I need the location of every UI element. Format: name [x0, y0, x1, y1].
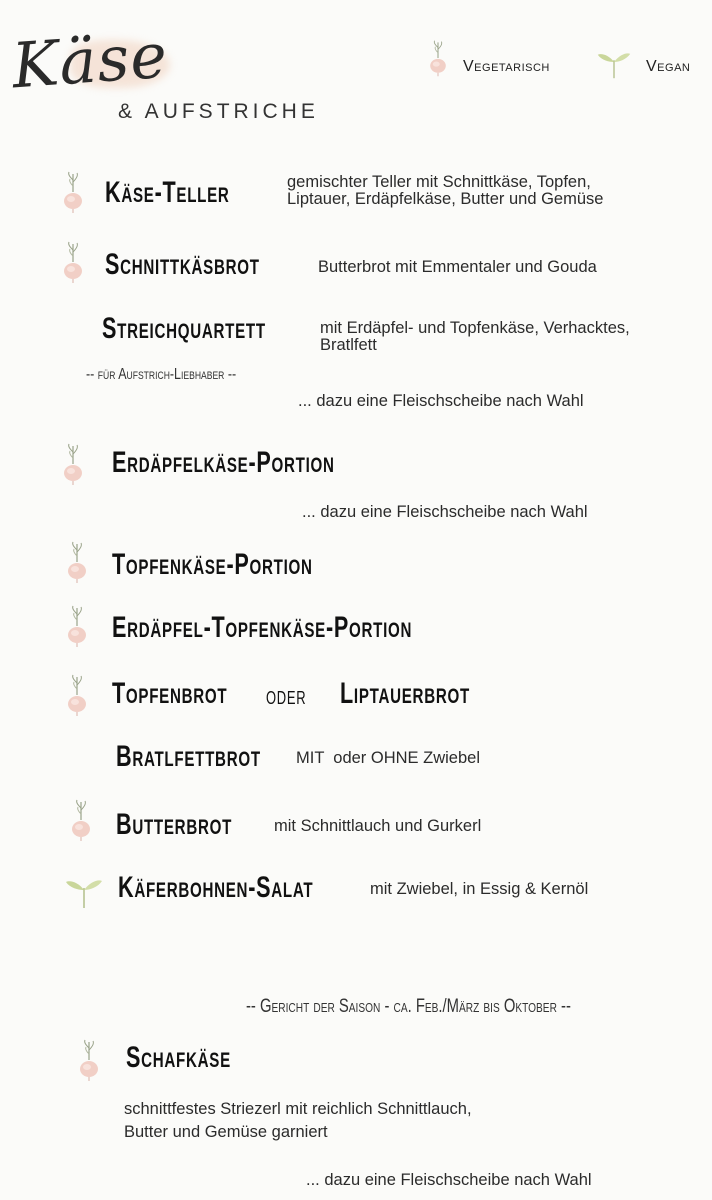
radish-icon: [62, 604, 92, 648]
legend-vegetarian: [425, 38, 451, 83]
dish-description: MIT oder OHNE Zwiebel: [296, 749, 480, 767]
season-dish-description: schnittfestes Striezerl mit reichlich Schnittlauch, Butter und Gemüse garniert: [124, 1100, 472, 1141]
radish-icon: [58, 170, 88, 214]
radish-icon: [58, 442, 88, 486]
dish-name: Topfenkäse-Portion: [112, 548, 313, 581]
dish-description: mit Zwiebel, in Essig & Kernöl: [370, 880, 589, 898]
legend-vegan-label: Vegan: [646, 58, 691, 75]
radish-icon: [74, 1038, 104, 1082]
dish-description: mit Erdäpfel- und Topfenkäse, Verhacktes, Bratlfett: [320, 319, 630, 354]
sprout-icon: [596, 44, 632, 80]
dish-name: Schnittkäsbrot: [105, 248, 260, 281]
radish-icon: [66, 798, 96, 842]
dish-name: Erdäpfel-Topfenkäse-Portion: [112, 611, 413, 644]
dish-conjunction: oder: [266, 680, 307, 710]
season-dish-name: Schafkäse: [126, 1041, 231, 1074]
dish-subtitle: -- für Aufstrich-Liebhaber --: [86, 366, 237, 383]
radish-icon: [425, 38, 451, 78]
radish-icon: [58, 240, 88, 284]
dish-description: mit Schnittlauch und Gurkerl: [274, 817, 482, 835]
dish-name: Erdäpfelkäse-Portion: [112, 446, 335, 479]
section-title: Käse: [9, 18, 171, 103]
sprout-icon: [64, 870, 104, 910]
season-note: ... dazu eine Fleischscheibe nach Wahl: [306, 1171, 592, 1189]
dish-name: Käferbohnen-Salat: [118, 871, 314, 904]
dish-note: ... dazu eine Fleischscheibe nach Wahl: [298, 392, 584, 410]
section-subtitle: & AUFSTRICHE: [118, 100, 319, 123]
dish-name: Liptauerbrot: [340, 677, 470, 710]
dish-note: ... dazu eine Fleischscheibe nach Wahl: [302, 503, 588, 521]
radish-icon: [62, 540, 92, 584]
season-heading: -- Gericht der Saison - ca. Feb./März bis Oktober --: [246, 996, 571, 1017]
dish-name: Streichquartett: [102, 312, 266, 345]
dish-description: Butterbrot mit Emmentaler und Gouda: [318, 258, 597, 276]
dish-name: Topfenbrot: [112, 677, 228, 710]
dish-description: gemischter Teller mit Schnittkäse, Topfen, Liptauer, Erdäpfelkäse, Butter und Gemüse: [287, 173, 604, 208]
dish-name: Butterbrot: [116, 808, 233, 841]
legend-vegetarian-label: Vegetarisch: [463, 58, 550, 75]
dish-name: Käse-Teller: [105, 176, 230, 209]
dish-name: Bratlfettbrot: [116, 740, 261, 773]
radish-icon: [62, 673, 92, 717]
legend-vegan: [596, 44, 632, 85]
